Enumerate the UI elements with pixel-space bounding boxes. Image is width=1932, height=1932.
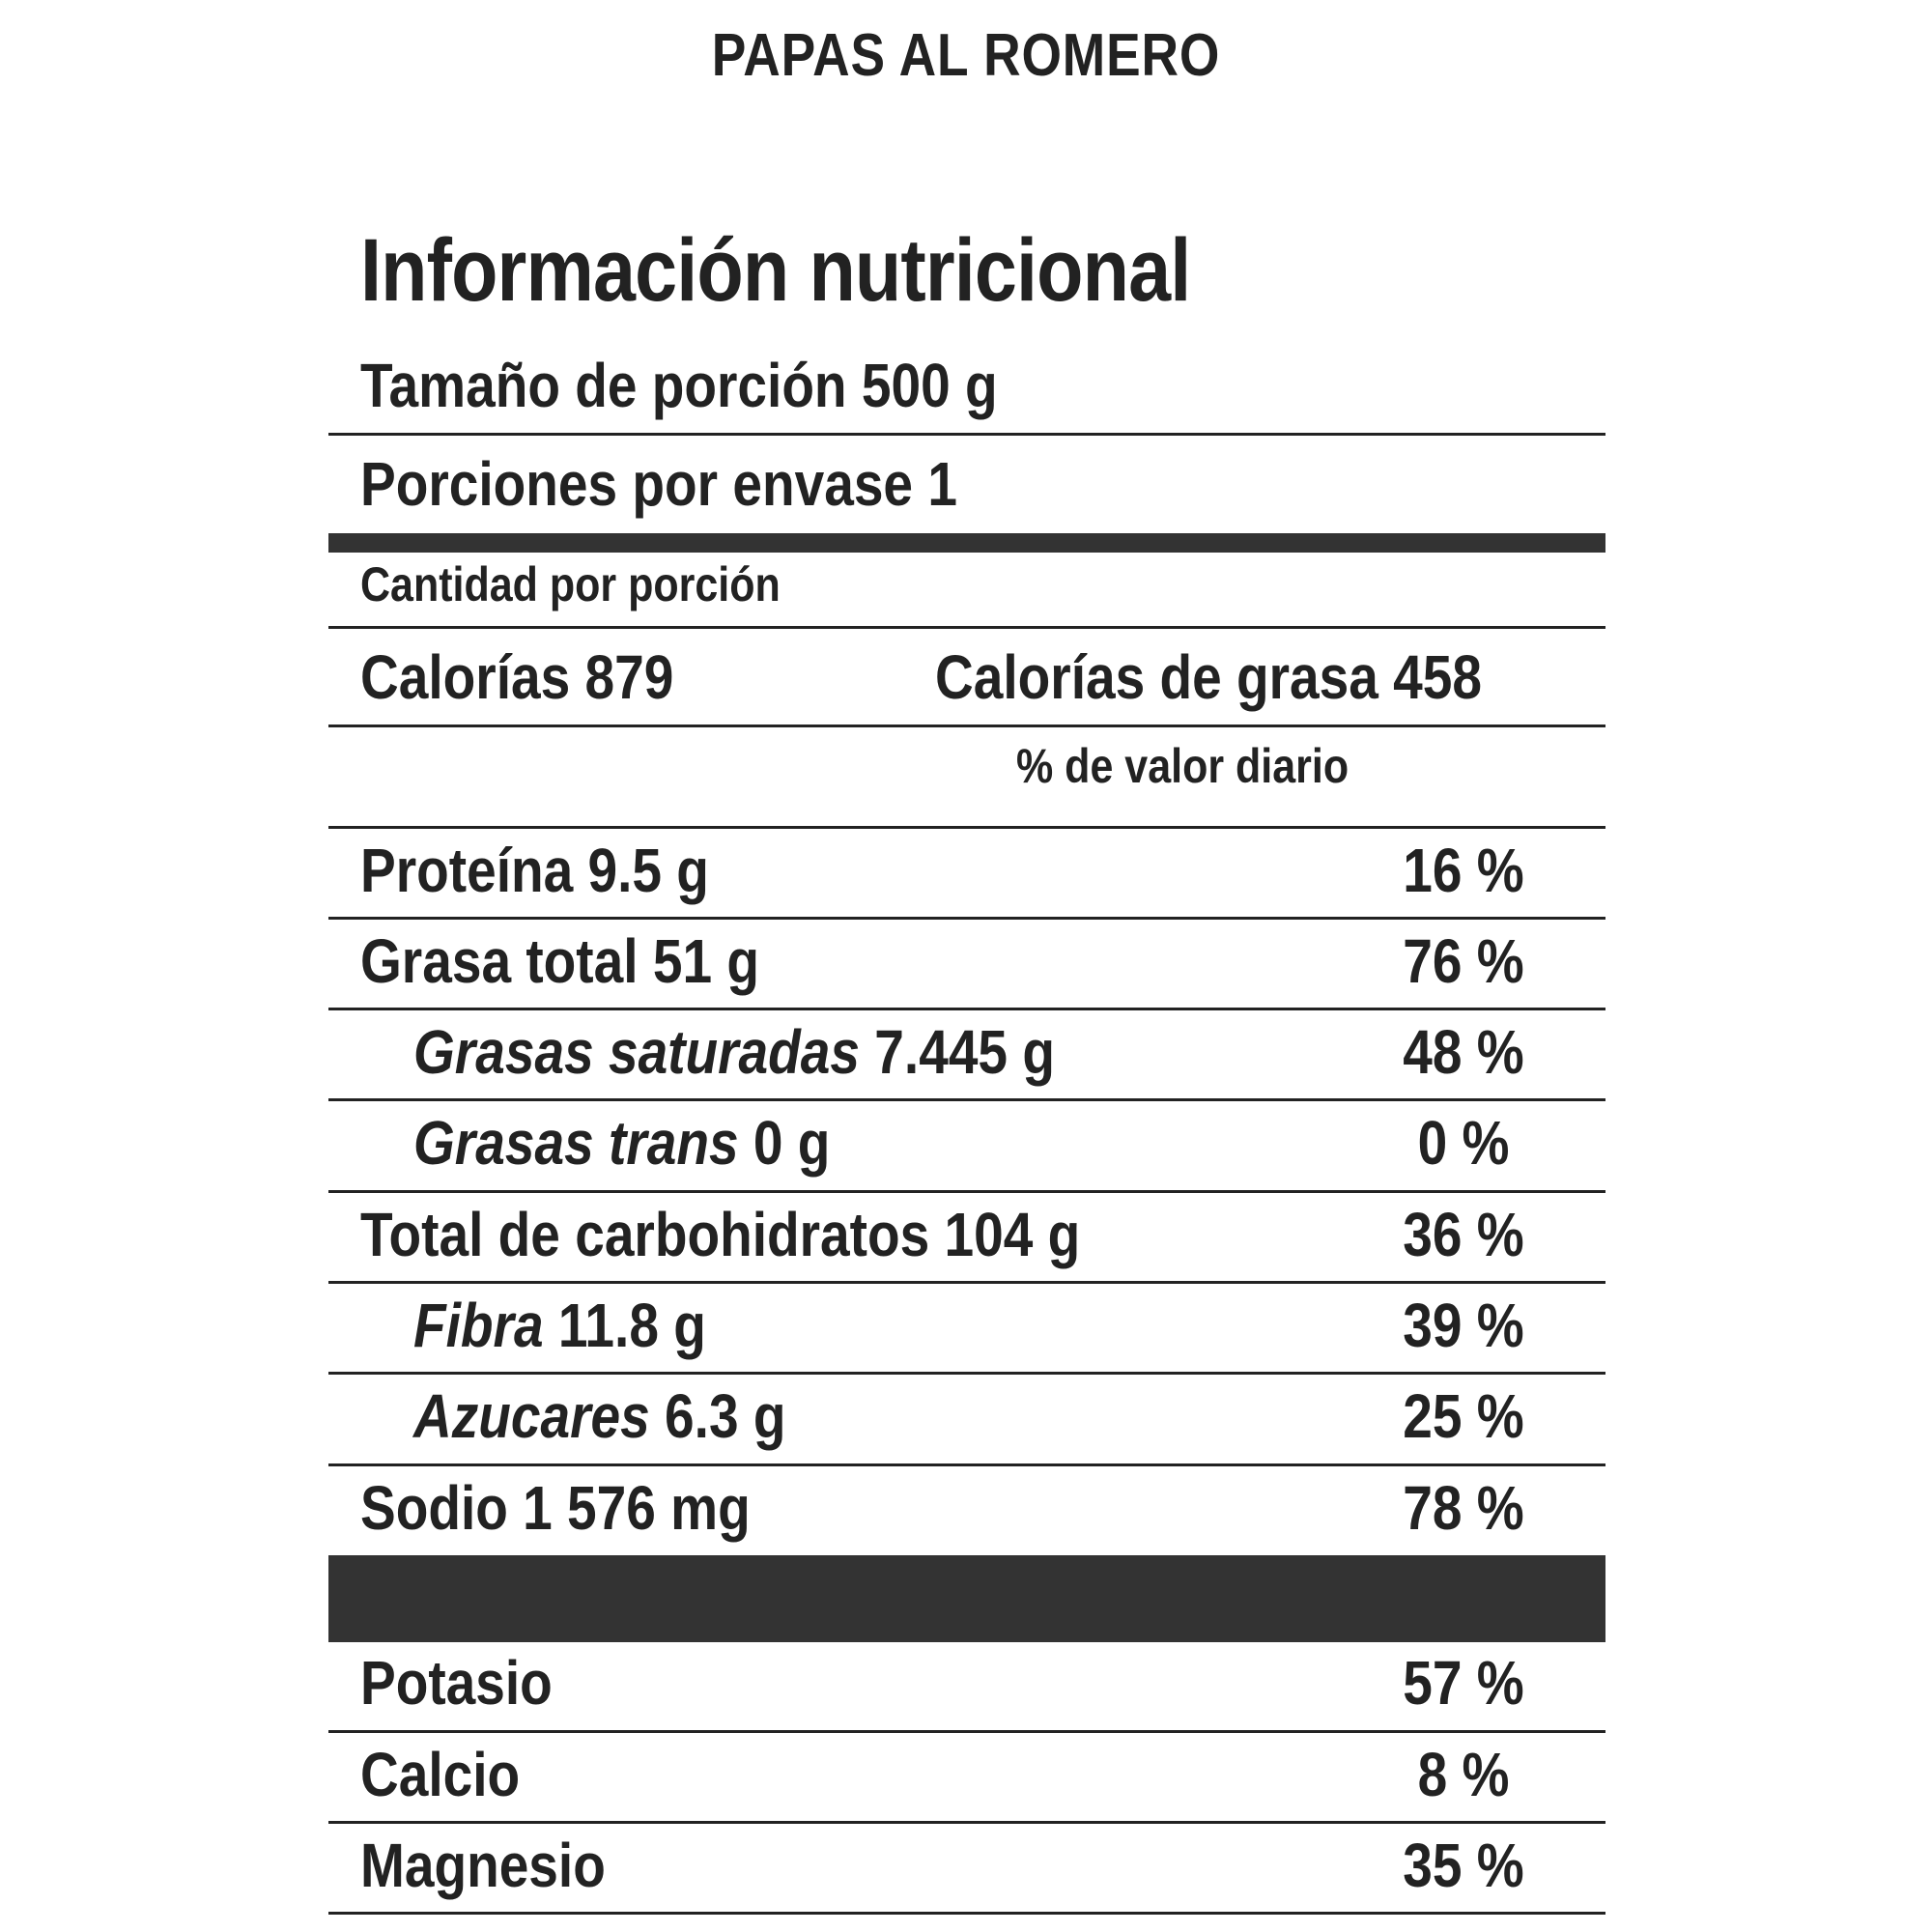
daily-value-header: % de valor diario	[1016, 739, 1350, 793]
thick-divider	[328, 533, 1605, 553]
nutrient-row-sodium	[360, 1472, 751, 1544]
thick-separator-band	[328, 1555, 1605, 1642]
mineral-row-magnesium: Magnesio	[360, 1831, 606, 1900]
divider	[328, 1008, 1605, 1010]
nutrient-amount: 6.3 g	[665, 1381, 786, 1451]
serving-size: Tamaño de porción 500 g	[360, 351, 998, 420]
divider	[328, 1098, 1605, 1101]
nutrient-name: Total de carbohidratos	[360, 1200, 930, 1269]
nutrient-amount: 9.5 g	[587, 836, 709, 905]
product-title: PAPAS AL ROMERO	[711, 22, 1221, 89]
nutrient-dv: 16 %	[1403, 836, 1524, 905]
nutrient-name: Grasas trans	[413, 1108, 739, 1178]
mineral-dv: 57 %	[1403, 1648, 1524, 1718]
nutrient-amount: 11.8 g	[557, 1291, 706, 1360]
divider	[328, 1281, 1605, 1284]
divider	[328, 1912, 1605, 1915]
nutrient-dv: 78 %	[1403, 1473, 1524, 1543]
divider	[328, 1730, 1605, 1733]
nutrient-dv: 48 %	[1403, 1017, 1524, 1087]
divider	[328, 1372, 1605, 1375]
nutrient-name: Grasas saturadas	[413, 1017, 861, 1087]
nutrient-row-carbohydrates	[360, 1199, 1080, 1270]
nutrient-row-total-fat	[360, 925, 759, 997]
mineral-row-calcium: Calcio	[360, 1740, 521, 1809]
nutrient-dv: 36 %	[1403, 1200, 1524, 1269]
divider	[328, 1463, 1605, 1466]
divider	[328, 724, 1605, 727]
label-heading: Información nutricional	[360, 221, 1191, 320]
calories: Calorías 879	[360, 642, 674, 712]
nutrient-row-sugars	[413, 1380, 785, 1452]
nutrient-name: Fibra	[413, 1291, 544, 1360]
amount-per-serving: Cantidad por porción	[360, 557, 781, 611]
nutrient-name: Azucares	[413, 1381, 650, 1451]
divider	[328, 626, 1605, 629]
divider	[328, 917, 1605, 920]
nutrient-amount: 51 g	[652, 926, 759, 996]
nutrient-row-saturated-fat	[413, 1016, 1055, 1088]
nutrient-name: Grasa total	[360, 926, 639, 996]
divider	[328, 1821, 1605, 1824]
mineral-dv: 35 %	[1403, 1831, 1524, 1900]
servings-per-container: Porciones por envase 1	[360, 449, 957, 519]
mineral-dv: 8 %	[1417, 1740, 1510, 1809]
nutrient-dv: 76 %	[1403, 926, 1524, 996]
divider	[328, 1190, 1605, 1193]
divider	[328, 826, 1605, 829]
nutrient-row-protein	[360, 835, 709, 906]
mineral-row-potassium: Potasio	[360, 1648, 553, 1718]
nutrient-dv: 25 %	[1403, 1381, 1524, 1451]
nutrient-name: Proteína	[360, 836, 574, 905]
nutrient-row-trans-fat	[413, 1107, 830, 1179]
calories-from-fat: Calorías de grasa 458	[935, 642, 1483, 712]
nutrient-amount: 7.445 g	[874, 1017, 1055, 1087]
nutrient-dv: 0 %	[1417, 1108, 1510, 1178]
nutrient-amount: 104 g	[944, 1200, 1081, 1269]
nutrient-row-fiber	[413, 1290, 706, 1361]
nutrient-amount: 0 g	[753, 1108, 831, 1178]
nutrient-dv: 39 %	[1403, 1291, 1524, 1360]
divider	[328, 433, 1605, 436]
nutrient-amount: 1 576 mg	[523, 1473, 751, 1543]
nutrient-name: Sodio	[360, 1473, 508, 1543]
